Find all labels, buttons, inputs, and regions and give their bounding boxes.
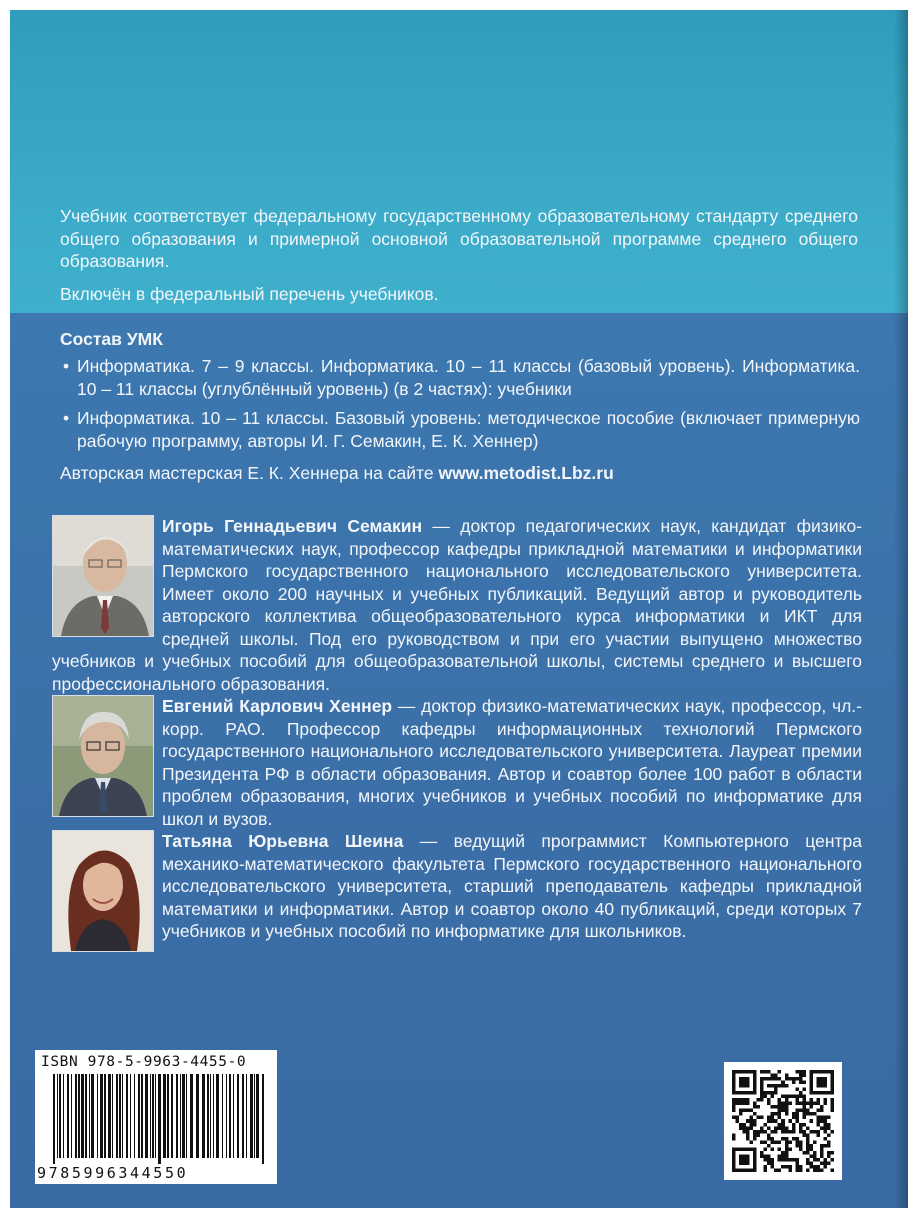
author-description: — ведущий программист Компьютерного центра механико-математического факультета Пермского государственного национального исследовательского университета, старший преподаватель кафедры прикладной математики и информатики. Автор и соавтор около 40 публикаций, среди которых 7 учебников и учебных пособий по информатике для школьников. — [162, 831, 862, 941]
author-name: Игорь Геннадьевич Семакин — [162, 516, 423, 536]
author-description: — доктор физико-математических наук, профессор, чл.-корр. РАО. Профессор кафедры информационных технологий Пермского государственного национального исследовательского университета. Лауреат премии Президента РФ в области образования. Автор и соавтор более 100 работ в области проблем образования, многих учебников и учебных пособий по информатике для школ и вузов. — [162, 696, 862, 829]
umk-heading: Состав УМК — [60, 329, 163, 349]
bullet-icon: • — [63, 408, 70, 428]
author-name: Евгений Карлович Хеннер — [162, 696, 393, 716]
author-description: — доктор педагогических наук, кандидат физико-математических наук, профессор кафедры прикладной математики и информатики Пермского государственного национального исследовательского университета. Имеет около 200 научных и учебных публикаций. Ведущий автор и руководитель авторского коллектива общеобразовательного курса информатики и ИКТ для средней школы. Под его руководством и при его участии выпущено множество учебников и учебных пособий для общеобразовательной школы, системы среднего и высшего профессионального образования. — [52, 516, 863, 694]
site-prefix: Авторская мастерская Е. К. Хеннера на сайте — [60, 463, 434, 483]
standard-compliance-text: Учебник соответствует федеральному государственному образовательному стандарту среднего общего образования и примерной основной образовательной программе среднего общего образования. — [60, 206, 858, 271]
bullet-icon: • — [63, 356, 70, 376]
barcode-icon — [51, 1074, 271, 1164]
author-henner — [52, 695, 862, 830]
umk-list — [60, 355, 860, 452]
back-cover — [10, 10, 908, 1208]
intro-block — [60, 205, 858, 305]
isbn-digits: 9785996344550 — [37, 1164, 189, 1182]
author-name: Татьяна Юрьевна Шеина — [162, 831, 404, 851]
author-semakin — [52, 515, 862, 695]
author-sheina — [52, 830, 862, 956]
qr-code-icon — [732, 1070, 834, 1172]
author-site-line — [60, 462, 860, 485]
author-bio — [52, 695, 862, 830]
author-bio — [52, 515, 862, 695]
federal-list-text: Включён в федеральный перечень учебников. — [60, 283, 439, 304]
qr-code — [724, 1062, 842, 1180]
umk-item: • Информатика. 7 – 9 классы. Информатика. 10 – 11 классы (базовый уровень). Информатика. 10 – 11 классы (углублённый уровень) (в 2 частях): учебники — [63, 356, 860, 399]
cover-edge-shadow — [894, 10, 908, 1208]
author-bio — [52, 830, 862, 943]
umk-item: • Информатика. 10 – 11 классы. Базовый уровень: методическое пособие (включает примерную рабочую программу, авторы И. Г. Семакин, Е. К. Хеннер) — [63, 408, 860, 451]
isbn-barcode — [35, 1050, 277, 1184]
umk-block — [60, 328, 860, 485]
site-url: www.metodist.Lbz.ru — [438, 463, 614, 483]
isbn-label: ISBN 978-5-9963-4455-0 — [41, 1054, 247, 1070]
